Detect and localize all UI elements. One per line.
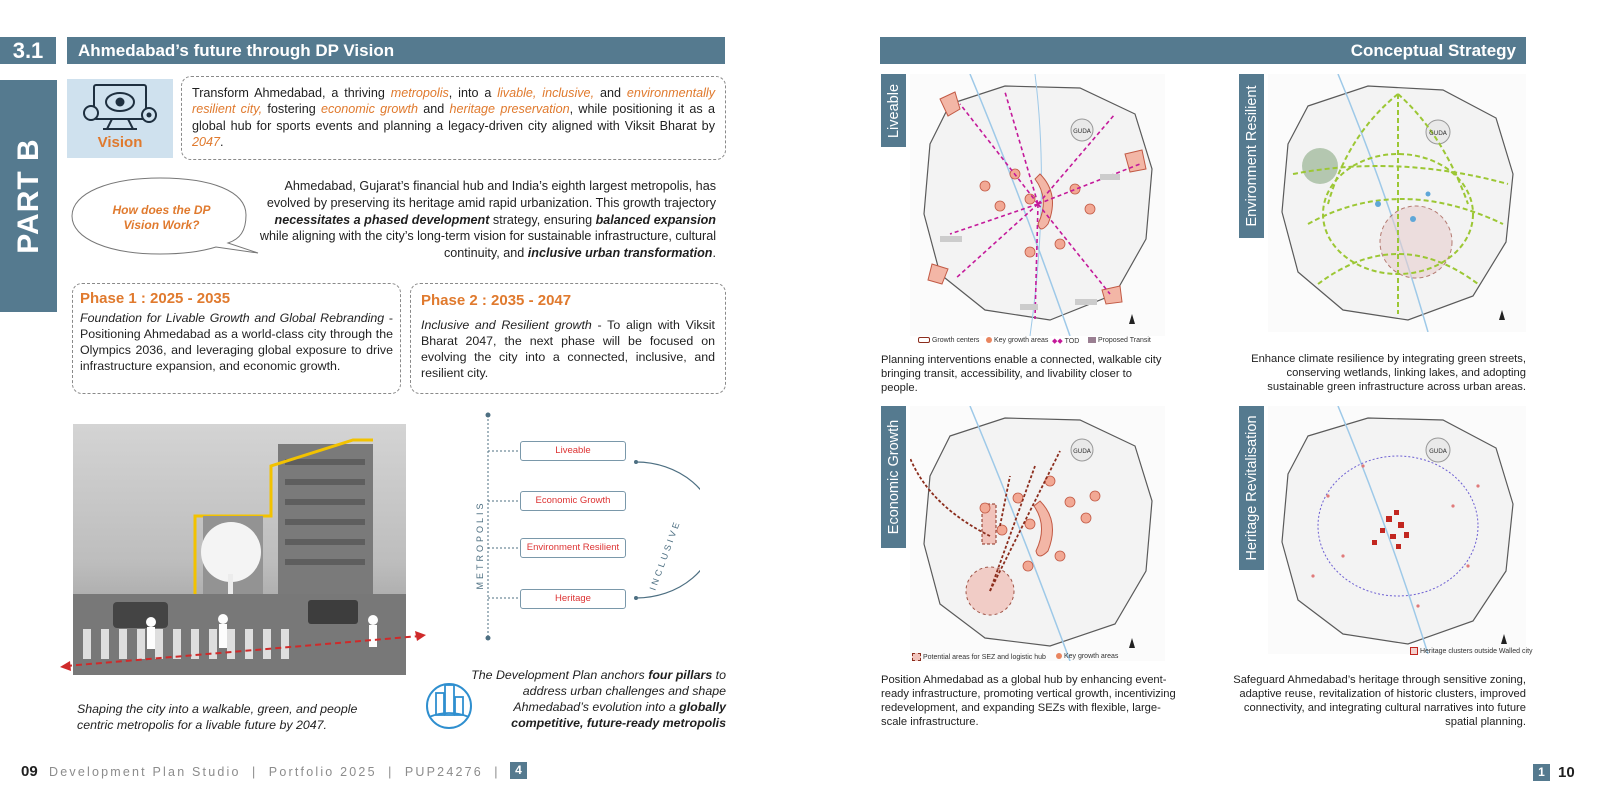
left-page-number: 09 <box>21 763 38 780</box>
legend-sez: Potential areas for SEZ and logistic hub <box>922 653 1046 661</box>
vision-text: . <box>220 134 224 149</box>
pillars-text: The Development Plan anchors <box>471 668 649 682</box>
vision-text: and <box>417 102 450 117</box>
pillars-axis-left <box>470 500 490 590</box>
walkable-axis-arrow <box>58 628 428 674</box>
legend-growth-centers: Growth centers <box>931 337 980 344</box>
tag-economic-growth <box>881 406 906 548</box>
legend-heritage-clusters: Heritage clusters outside Walled city <box>1419 647 1533 655</box>
phase1-text: - Positioning Ahmedabad as a world-class city through the Olympics 2036, and leveraging global exposure to drive infrastructure expansion, and economic growth. <box>80 311 393 373</box>
vision-emphasis: livable, inclusive, <box>497 86 595 100</box>
tag-liveable <box>881 74 906 147</box>
strategy-title-bar <box>880 37 1526 64</box>
map-heritage <box>1268 406 1526 654</box>
pillar-environment-resilient: Environment Resilient <box>520 538 626 558</box>
vision-emphasis: heritage preservation <box>449 102 570 117</box>
context-text: Ahmedabad, Gujarat’s financial hub and India’s eighth largest metropolis, has evolved by preserving its heritage amid rapid urbanization. This growth trajectory <box>266 179 716 210</box>
vision-emphasis: economic growth <box>320 102 418 117</box>
legend-proposed-transit: Proposed Transit <box>1097 337 1151 344</box>
tag-environment-resilient <box>1239 74 1264 238</box>
tag-economic-label: Economic Growth <box>885 419 902 535</box>
pillars-emphasis: globally competitive, future-ready metropolis <box>511 700 726 730</box>
phase2-text: - To align with Viksit Bharat 2047, the next phase will be focused on evolving the city into a connected, inclusive, and resilient city. <box>421 318 715 380</box>
vision-emphasis: 2047 <box>192 134 221 149</box>
photo-caption: Shaping the city into a walkable, green, and people centric metropolis for a livable future by 2047. <box>77 702 358 732</box>
vision-monitor-icon <box>67 79 173 139</box>
right-footer-badge: 1 <box>1533 764 1550 781</box>
section-number: 3.1 <box>0 37 56 64</box>
map-economic <box>910 406 1165 661</box>
map-label-guda: GUDA <box>1429 130 1447 137</box>
part-label: PART B <box>11 138 45 254</box>
vision-emphasis: environmentally resilient city, <box>192 86 716 117</box>
speech-bubble-text: How does the DP Vision Work? <box>112 203 211 232</box>
tag-heritage-revitalisation <box>1239 406 1264 570</box>
vision-text: Transform Ahmedabad, a thriving <box>192 86 391 100</box>
phase2-body <box>421 317 715 381</box>
context-paragraph <box>257 178 716 262</box>
vision-emphasis: metropolis <box>390 86 449 100</box>
legend-key-growth-areas: Key growth areas <box>1063 653 1119 660</box>
vision-text: , while positioning it as a global hub for sports events and planning a legacy-driven city aligned with Viksit Bharat by <box>192 102 716 133</box>
pillars-axis-right <box>647 505 683 605</box>
vision-icon-box <box>67 79 173 158</box>
map-label-guda: GUDA <box>1073 128 1091 135</box>
phase2-italic: Inclusive and Resilient growth <box>421 318 592 332</box>
legend-heritage <box>1410 646 1533 658</box>
context-emphasis: necessitates a phased development <box>274 212 490 227</box>
caption-heritage: Safeguard Ahmedabad’s heritage through sensitive zoning, adaptive reuse, revitalization of historic clusters, improved connectivity, and integrating cultural narratives into future spatial planning. <box>1233 674 1526 728</box>
context-text: while aligning with the city’s long-term vision for sustainable infrastructure, cultural continuity, and <box>259 229 716 261</box>
vision-label: Vision <box>97 134 143 151</box>
map-label-guda: GUDA <box>1073 448 1091 455</box>
tag-environment-label: Environment Resilient <box>1243 85 1260 227</box>
legend-economic <box>910 652 1160 664</box>
tag-liveable-label: Liveable <box>885 83 902 138</box>
map-label-guda: GUDA <box>1429 448 1447 455</box>
vision-statement <box>181 76 726 160</box>
strategy-title: Conceptual Strategy <box>1350 41 1516 60</box>
inclusive-label: INCLUSIVE <box>647 518 683 592</box>
pillar-heritage: Heritage <box>520 589 626 609</box>
phase2-title: Phase 2 : 2035 - 2047 <box>421 292 572 309</box>
right-page-number: 10 <box>1558 764 1575 781</box>
caption-economic: Position Ahmedabad as a global hub by enhancing event-ready infrastructure, promoting vertical growth, incentivizing redevelopment, and expanding SEZs with flexible, large-scale infrastructure. <box>881 674 1176 728</box>
context-emphasis: balanced expansion <box>595 212 716 227</box>
phase1-italic: Foundation for Livable Growth and Global Rebranding <box>80 311 385 325</box>
context-text: strategy, ensuring <box>489 212 596 227</box>
phase2-box <box>410 283 726 394</box>
map-liveable <box>910 74 1165 336</box>
context-emphasis: inclusive urban transformation <box>527 246 713 261</box>
caption-liveable: Planning interventions enable a connected, walkable city bringing transit, accessibility, and livability closer to people. <box>881 354 1162 394</box>
pillars-paragraph <box>458 667 726 731</box>
pillar-economic-growth: Economic Growth <box>520 491 626 511</box>
pillars-emphasis: four pillars <box>648 668 713 682</box>
pillar-liveable: Liveable <box>520 441 626 461</box>
footer-studio-text: Development Plan Studio | Portfolio 2025 | PUP24276 | <box>49 765 500 779</box>
vision-text: fostering <box>262 102 321 117</box>
legend-key-growth-areas: Key growth areas <box>993 337 1049 344</box>
vision-text: and <box>594 86 627 100</box>
phase1-title: Phase 1 : 2025 - 2035 <box>80 290 231 307</box>
section-title: Ahmedabad’s future through DP Vision <box>67 37 725 64</box>
legend-liveable: Growth centers Key growth areas ◆◆ TOD Proposed Transit <box>918 336 1168 348</box>
metropolis-label: METROPOLIS <box>475 500 485 590</box>
legend-tod: TOD <box>1064 338 1080 345</box>
part-label-band <box>0 80 57 312</box>
context-text: . <box>712 246 716 261</box>
vision-text: , into a <box>448 86 498 100</box>
phase1-box <box>72 283 401 394</box>
tag-heritage-label: Heritage Revitalisation <box>1243 415 1260 561</box>
phase1-body <box>80 310 393 374</box>
map-environment <box>1268 74 1526 332</box>
pillars-text: to address urban challenges and shape Ahmedabad’s evolution into a <box>513 668 726 714</box>
caption-environment: Enhance climate resilience by integrating green streets, conserving wetlands, linking lakes, and adopting sustainable green infrastructure across urban areas. <box>1251 353 1526 393</box>
left-footer-badge: 4 <box>510 762 527 779</box>
